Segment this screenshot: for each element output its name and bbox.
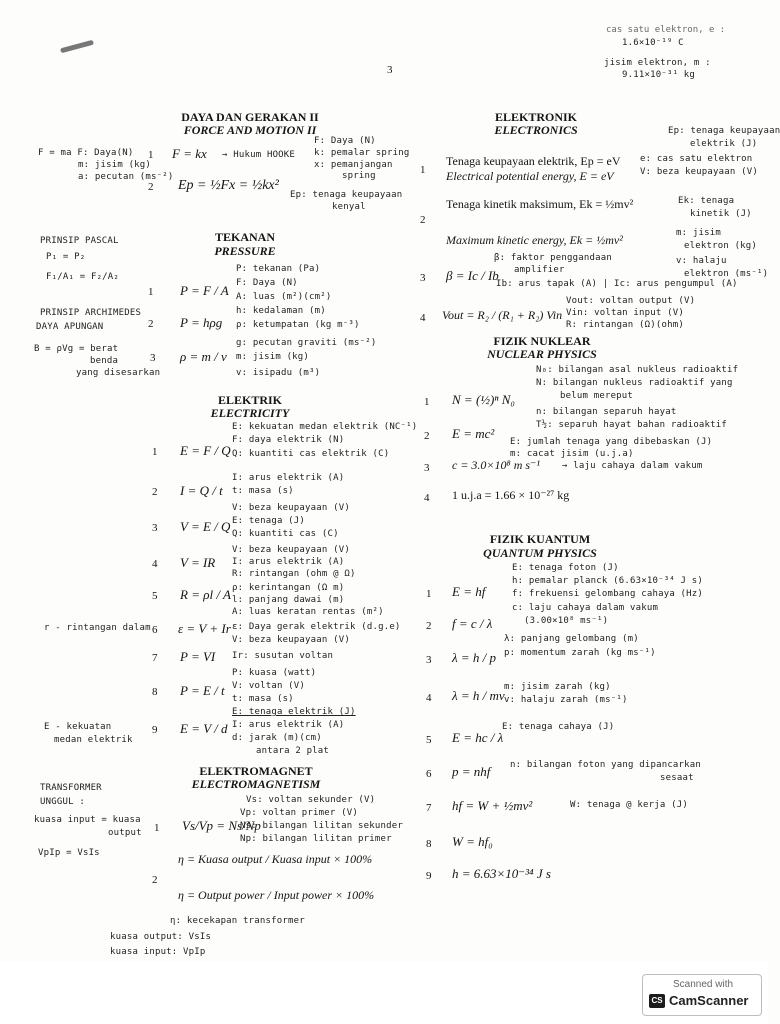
formula: Vout = R₂ / (R₁ + R₂) Vin	[442, 308, 563, 322]
handwritten-note: amplifier	[514, 265, 565, 275]
formula: V = E / Q	[180, 519, 231, 534]
handwritten-note: e: cas satu elektron	[640, 154, 753, 164]
handwritten-note: kenyal	[332, 202, 366, 212]
formula: E = F / Q	[180, 443, 231, 458]
formula: E = hc / λ	[452, 730, 504, 745]
page-number: 3	[387, 64, 393, 76]
row-number: 2	[152, 874, 158, 886]
formula: P = F / A	[180, 283, 229, 298]
handwritten-note: I: arus elektrik (A)	[232, 720, 345, 730]
handwritten-note: E: tenaga foton (J)	[512, 563, 619, 573]
section-title-electronics: ELEKTRONIK	[494, 110, 578, 124]
handwritten-note: ρ: ketumpatan (kg m⁻³)	[236, 320, 360, 330]
formula: R = ρl / A	[180, 587, 231, 602]
row-number: 1	[148, 286, 154, 298]
row-number: 9	[426, 870, 432, 882]
row-number: 1	[424, 396, 430, 408]
handwritten-note: R: rintangan (Ω)(ohm)	[566, 320, 684, 330]
row-number: 2	[424, 430, 430, 442]
margin-note: E - kekuatan	[44, 722, 112, 732]
handwritten-note: Ns: bilangan lilitan sekunder	[240, 821, 403, 831]
handwritten-note: η: kecekapan transformer	[170, 916, 305, 926]
handwritten-note: P₁ = P₂	[46, 252, 86, 262]
handwritten-note: V: beza keupayaan (V)	[232, 635, 350, 645]
formula: hf = W + ½mv²	[452, 798, 533, 813]
section-subtitle-nuclear: NUCLEAR PHYSICS	[487, 347, 597, 361]
handwritten-note: → Hukum HOOKE	[222, 150, 296, 160]
row-number: 2	[148, 318, 154, 330]
row-number: 4	[424, 492, 430, 504]
handwritten-note: Vin: voltan input (V)	[566, 308, 684, 318]
handwritten-note: f: frekuensi gelombang cahaya (Hz)	[512, 589, 704, 599]
row-number: 1	[420, 164, 426, 176]
camscanner-logo-icon: CS	[649, 994, 665, 1008]
margin-note: TRANSFORMER	[40, 783, 102, 793]
handwritten-note: P: kuasa (watt)	[232, 668, 317, 678]
row-number: 1	[148, 149, 154, 161]
row-number: 6	[152, 624, 158, 636]
handwritten-note: kuasa input: VpIp	[110, 947, 206, 957]
formula: P = VI	[180, 649, 216, 664]
handwritten-note: m: jisim (kg)	[236, 352, 310, 362]
formula: ρ = m / v	[180, 349, 227, 364]
formula: p = nhf	[452, 764, 491, 779]
row-number: 4	[420, 312, 426, 324]
row-number: 1	[154, 822, 160, 834]
section-title-electricity: ELEKTRIK	[217, 393, 283, 407]
section-title-electromagnetism: ELEKTROMAGNET	[199, 764, 313, 778]
row-number: 6	[426, 768, 432, 780]
formula: E = V / d	[180, 721, 228, 736]
handwritten-note: m: jisim (kg)	[78, 160, 152, 170]
handwritten-note: Ib: arus tapak (A) | Ic: arus pengumpul (A)	[496, 279, 738, 289]
margin-note: output	[108, 828, 142, 838]
handwritten-note: A: luas keratan rentas (m²)	[232, 607, 384, 617]
handwritten-note: elektron (ms⁻¹)	[684, 269, 769, 279]
handwritten-note: benda	[90, 356, 119, 366]
formula: f = c / λ	[452, 616, 493, 631]
row-number: 7	[426, 802, 432, 814]
formula: N = (½)ⁿ N₀	[452, 392, 515, 407]
section-subtitle-pressure: PRESSURE	[214, 244, 276, 258]
handwritten-note: m: jisim	[676, 228, 721, 238]
row-number: 2	[420, 214, 426, 226]
handwritten-note: F = ma F: Daya(N)	[38, 148, 134, 158]
formula: P = hρg	[180, 315, 223, 330]
formula: E = hf	[452, 584, 486, 599]
row-number: 2	[148, 181, 154, 193]
handwritten-note: h: kedalaman (m)	[236, 306, 326, 316]
handwritten-note: Ep: tenaga keupayaan	[668, 126, 780, 136]
row-number: 3	[150, 352, 156, 364]
handwritten-note: yang disesarkan	[76, 368, 161, 378]
handwritten-note: t: masa (s)	[232, 486, 294, 496]
handwritten-note: g: pecutan graviti (ms⁻²)	[236, 338, 377, 348]
handwritten-note: v: halaju zarah (ms⁻¹)	[504, 695, 628, 705]
handwritten-note: n: bilangan separuh hayat	[536, 407, 677, 417]
corner-note: jisim elektron, m :	[604, 58, 711, 68]
section-title-force: DAYA DAN GERAKAN II	[181, 110, 319, 124]
handwritten-note: λ: panjang gelombang (m)	[504, 634, 639, 644]
row-number: 2	[426, 620, 432, 632]
handwritten-note: V: beza keupayaan (V)	[232, 503, 350, 513]
handwritten-note: ε: Daya gerak elektrik (d.g.e)	[232, 622, 401, 632]
handwritten-note: Q: kuantiti cas (C)	[232, 529, 339, 539]
row-number: 5	[426, 734, 432, 746]
handwritten-note: E: tenaga elektrik (J)	[232, 707, 356, 717]
handwritten-note: β: faktor penggandaan	[494, 253, 612, 263]
row-number: 8	[152, 686, 158, 698]
formula: 1 u.j.a = 1.66 × 10⁻²⁷ kg	[452, 488, 570, 502]
corner-note: 9.11×10⁻³¹ kg	[622, 70, 696, 80]
row-number: 4	[152, 558, 158, 570]
handwritten-note: R: rintangan (ohm @ Ω)	[232, 569, 356, 579]
formula: h = 6.63×10⁻³⁴ J s	[452, 866, 551, 881]
handwritten-note: sesaat	[660, 773, 694, 783]
handwritten-note: E: tenaga (J)	[232, 516, 306, 526]
row-number: 1	[426, 588, 432, 600]
handwritten-note: F: Daya (N)	[236, 278, 298, 288]
margin-note: kuasa input = kuasa	[34, 815, 141, 825]
handwritten-note: E: tenaga cahaya (J)	[502, 722, 615, 732]
handwritten-note: m: cacat jisim (u.j.a)	[510, 449, 634, 459]
handwritten-note: A: luas (m²)(cm²)	[236, 292, 332, 302]
formula: P = E / t	[180, 683, 225, 698]
formula: E = mc²	[452, 426, 495, 441]
formula: W = hf₀	[452, 834, 493, 849]
handwritten-note: N₀: bilangan asal nukleus radioaktif	[536, 365, 739, 375]
handwritten-note: Vs: voltan sekunder (V)	[246, 795, 376, 805]
formula-text: Electrical potential energy, E = eV	[446, 169, 614, 183]
handwritten-note: elektrik (J)	[690, 139, 758, 149]
formula: ε = V + Ir	[178, 621, 231, 636]
section-title-nuclear: FIZIK NUKLEAR	[493, 334, 591, 348]
row-number: 2	[152, 486, 158, 498]
handwritten-note: Vout: voltan output (V)	[566, 296, 696, 306]
formula: F = kx	[172, 146, 207, 161]
row-number: 3	[152, 522, 158, 534]
row-number: 9	[152, 724, 158, 736]
handwritten-note: T½: separuh hayat bahan radioaktif	[536, 420, 728, 430]
formula: β = Ic / Ib	[446, 268, 499, 283]
row-number: 3	[424, 462, 430, 474]
formula: V = IR	[180, 555, 216, 570]
row-number: 4	[426, 692, 432, 704]
formula: I = Q / t	[180, 483, 223, 498]
handwritten-note: PRINSIP PASCAL	[40, 236, 119, 246]
section-subtitle-force: FORCE AND MOTION II	[183, 123, 317, 137]
handwritten-note: belum mereput	[560, 391, 634, 401]
margin-note: r - rintangan dalam	[44, 623, 151, 633]
formula: λ = h / p	[452, 650, 497, 665]
section-subtitle-electricity: ELECTRICITY	[210, 406, 290, 420]
formula-text: Tenaga keupayaan elektrik, Ep = eV	[446, 154, 621, 168]
handwritten-note: (3.00×10⁸ ms⁻¹)	[524, 616, 609, 626]
handwritten-note: ρ: kerintangan (Ω m)	[232, 583, 345, 593]
formula: c = 3.0×10⁸ m s⁻¹	[452, 458, 540, 472]
section-subtitle-electromagnetism: ELECTROMAGNETISM	[191, 777, 321, 791]
handwritten-note: Vp: voltan primer (V)	[240, 808, 358, 818]
formula: Ep = ½Fx = ½kx²	[178, 178, 279, 193]
margin-note: UNGGUL :	[40, 797, 85, 807]
camscanner-name: CamScanner	[669, 993, 749, 1008]
section-subtitle-electronics: ELECTRONICS	[494, 123, 578, 137]
section-title-quantum: FIZIK KUANTUM	[489, 532, 591, 546]
handwritten-note: m: jisim zarah (kg)	[504, 682, 611, 692]
handwritten-note: V: beza keupayaan (V)	[232, 545, 350, 555]
corner-note: cas satu elektron, e :	[606, 25, 726, 35]
section-title-pressure: TEKANAN	[214, 230, 275, 244]
row-number: 3	[420, 272, 426, 284]
handwritten-note: F: daya elektrik (N)	[232, 435, 345, 445]
handwritten-note: l: panjang dawai (m)	[232, 595, 345, 605]
handwritten-note: p: momentum zarah (kg ms⁻¹)	[504, 648, 656, 658]
handwritten-note: t: masa (s)	[232, 694, 294, 704]
handwritten-note: Ek: tenaga	[678, 196, 735, 206]
handwritten-note: Np: bilangan lilitan primer	[240, 834, 392, 844]
handwritten-note: kuasa output: VsIs	[110, 932, 212, 942]
handwritten-note: F₁/A₁ = F₂/A₂	[46, 272, 120, 282]
section-subtitle-quantum: QUANTUM PHYSICS	[483, 546, 597, 560]
handwritten-note: a: pecutan (ms⁻²)	[78, 172, 174, 182]
handwritten-note: Ep: tenaga keupayaan	[290, 190, 403, 200]
corner-note: 1.6×10⁻¹⁹ C	[622, 38, 684, 48]
handwritten-note: V: beza keupayaan (V)	[640, 167, 758, 177]
pen-mark	[60, 40, 94, 54]
handwritten-note: spring	[342, 171, 376, 181]
handwritten-note: PRINSIP ARCHIMEDES	[40, 308, 142, 318]
row-number: 1	[152, 446, 158, 458]
handwritten-note: P: tekanan (Pa)	[236, 264, 321, 274]
formula: η = Output power / Input power × 100%	[178, 888, 375, 902]
row-number: 5	[152, 590, 158, 602]
handwritten-note: k: pemalar spring	[314, 148, 410, 158]
scanned-with-label: Scanned with	[673, 979, 734, 990]
handwritten-note: Ir: susutan voltan	[232, 651, 334, 661]
handwritten-note: F: Daya (N)	[314, 136, 376, 146]
handwritten-note: elektron (kg)	[684, 241, 758, 251]
row-number: 3	[426, 654, 432, 666]
handwritten-note: kinetik (J)	[690, 209, 752, 219]
formula-text: Maximum kinetic energy, Ek = ½mv²	[446, 233, 623, 247]
handwritten-note: v: isipadu (m³)	[236, 368, 321, 378]
handwritten-note: W: tenaga @ kerja (J)	[570, 800, 688, 810]
handwritten-note: h: pemalar planck (6.63×10⁻³⁴ J s)	[512, 576, 704, 586]
margin-note: VpIp = VsIs	[38, 848, 100, 858]
handwritten-note: DAYA APUNGAN	[36, 322, 104, 332]
handwritten-note: x: pemanjangan	[314, 160, 393, 170]
handwritten-note: E: kekuatan medan elektrik (NC⁻¹)	[232, 422, 418, 432]
row-number: 7	[152, 652, 158, 664]
handwritten-note: I: arus elektrik (A)	[232, 557, 345, 567]
margin-note: medan elektrik	[54, 735, 133, 745]
handwritten-note: c: laju cahaya dalam vakum	[512, 603, 659, 613]
handwritten-note: N: bilangan nukleus radioaktif yang	[536, 378, 733, 388]
formula-text: Tenaga kinetik maksimum, Ek = ½mv²	[446, 197, 634, 211]
row-number: 8	[426, 838, 432, 850]
handwritten-note: antara 2 plat	[256, 746, 330, 756]
handwritten-note: → laju cahaya dalam vakum	[562, 461, 703, 471]
handwritten-note: Q: kuantiti cas elektrik (C)	[232, 449, 390, 459]
handwritten-note: V: voltan (V)	[232, 681, 306, 691]
handwritten-note: B = ρVg = berat	[34, 344, 119, 354]
formula: η = Kuasa output / Kuasa input × 100%	[178, 852, 373, 866]
handwritten-note: d: jarak (m)(cm)	[232, 733, 322, 743]
formula: Vs/Vp = Ns/Np	[182, 818, 261, 833]
camscanner-badge	[642, 974, 762, 1016]
formula: λ = h / mv	[452, 688, 505, 703]
handwritten-note: n: bilangan foton yang dipancarkan	[510, 760, 702, 770]
handwritten-note: E: jumlah tenaga yang dibebaskan (J)	[510, 437, 713, 447]
handwritten-note: v: halaju	[676, 256, 727, 266]
handwritten-note: I: arus elektrik (A)	[232, 473, 345, 483]
